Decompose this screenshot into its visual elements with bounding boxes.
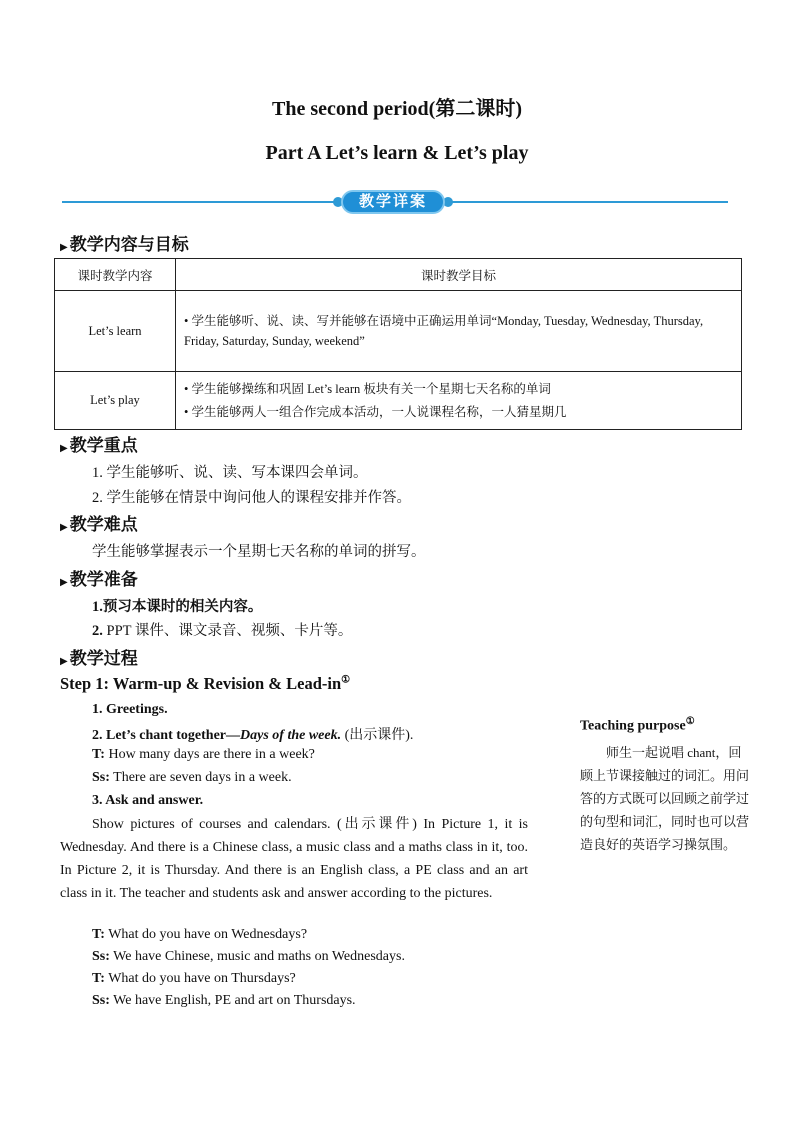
page-subtitle: Part A Let’s learn & Let’s play — [265, 142, 529, 164]
section-preparation: ▶ 教学准备 — [60, 570, 138, 590]
table-row — [55, 291, 742, 372]
chant-line: 2. Let’s chant together—Days of the week. (出示课件). — [92, 728, 414, 743]
section-goals: ▶ 教学内容与目标 — [60, 235, 189, 255]
key-point-2: 2. 学生能够在情景中询问他人的课程安排并作答。 — [92, 490, 411, 506]
section-key-points: ▶ 教学重点 — [60, 436, 138, 456]
dialog-line: T: How many days are there in a week? — [92, 747, 315, 762]
teaching-purpose-body: 师生一起说唱 chant，回顾上节课接触过的词汇。用问答的方式既可以回顾之前学过的句型和词汇，同时也可以营造良好的英语学习操氛围。 — [580, 744, 750, 852]
header-content: 课时教学内容 — [55, 259, 176, 291]
ask-answer: 3. Ask and answer. — [92, 793, 204, 808]
preparation-item-1: 1.预习本课时的相关内容。 — [92, 599, 263, 615]
header-goal: 课时教学目标 — [176, 259, 742, 291]
table-header-row — [55, 259, 742, 291]
section-process: ▶ 教学过程 — [60, 649, 138, 669]
teaching-purpose-note — [580, 716, 750, 856]
dialog-line: Ss: We have English, PE and art on Thursdays. — [92, 993, 356, 1008]
dialog-line: T: What do you have on Thursdays? — [92, 971, 296, 986]
triangle-bullet-icon: ▶ — [60, 577, 68, 588]
lesson-paragraph: Show pictures of courses and calendars. (出示课件) In Picture 1, it is Wednesday. And there is a Chinese class, a music class and a maths class in it, too. In Picture 2, it is Thursday. And there is an English class, a PE class and an art class in it. The teacher and students ask and answer according to the pictures. — [60, 817, 528, 901]
step1-title: Step 1: Warm-up & Revision & Lead-in① — [60, 674, 351, 693]
row-content: Let’s learn — [55, 291, 176, 372]
triangle-bullet-icon: ▶ — [60, 522, 68, 533]
row-content: Let’s play — [55, 372, 176, 430]
key-point-1: 1. 学生能够听、说、读、写本课四会单词。 — [92, 465, 368, 481]
banner-line-left — [62, 201, 337, 203]
row-goals — [176, 372, 742, 430]
teaching-purpose-title: Teaching purpose① — [580, 716, 695, 734]
section-difficulty: ▶ 教学难点 — [60, 515, 138, 535]
banner-line-right — [449, 201, 728, 203]
section-banner — [333, 188, 453, 216]
triangle-bullet-icon: ▶ — [60, 656, 68, 667]
dialog-line: Ss: There are seven days in a week. — [92, 770, 292, 785]
difficulty-text: 学生能够掌握表示一个星期七天名称的单词的拼写。 — [92, 544, 426, 560]
dialog-line: T: What do you have on Wednesdays? — [92, 927, 308, 942]
banner-label: 教学详案 — [358, 192, 427, 210]
objectives-table — [54, 258, 742, 430]
page-title: The second period(第二课时) — [272, 98, 522, 120]
row-goals — [176, 291, 742, 372]
preparation-item-2: 2. PPT 课件、课文录音、视频、卡片等。 — [92, 623, 353, 639]
triangle-bullet-icon: ▶ — [60, 242, 68, 253]
table-row — [55, 372, 742, 430]
goal-item: • 学生能够两人一组合作完成本活动，一人说课程名称，一人猜星期几 — [184, 405, 567, 419]
goal-item: • 学生能够听、说、读、写并能够在语境中正确运用单词“Monday, Tuesday, Wednesday, Thursday, Friday, Saturday, Sunday, weekend” — [184, 314, 704, 348]
triangle-bullet-icon: ▶ — [60, 443, 68, 454]
goal-item: • 学生能够操练和巩固 Let’s learn 板块有关一个星期七天名称的单词 — [184, 382, 551, 396]
dialog-line: Ss: We have Chinese, music and maths on Wednesdays. — [92, 949, 405, 964]
greetings: 1. Greetings. — [92, 702, 168, 717]
